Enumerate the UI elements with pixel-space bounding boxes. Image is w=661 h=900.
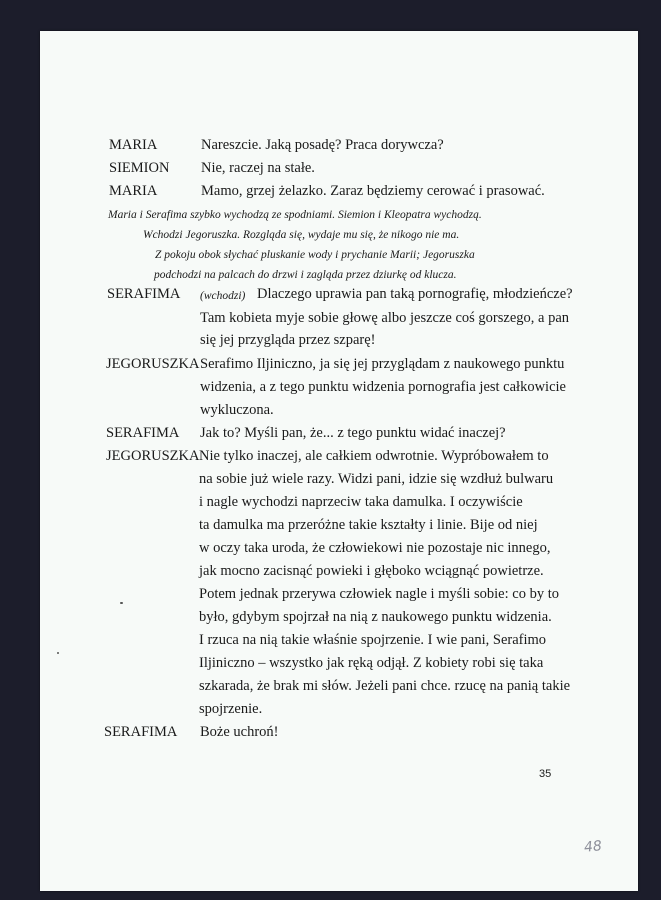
stage-direction-line: Z pokoju obok słychać pluskanie wody i prychanie Marii; Jegoruszka xyxy=(155,249,475,261)
dialogue-line: Boże uchroń! xyxy=(200,724,279,740)
dialogue-line: Nie tylko inaczej, ale całkiem odwrotnie. Wypróbowałem to xyxy=(199,448,549,464)
dialogue-line: Mamo, grzej żelazko. Zaraz będziemy cerować i prasować. xyxy=(201,183,545,199)
dialogue-line: ta damulka ma przeróżne takie kształty i linie. Bije od niej xyxy=(199,517,538,533)
dialogue-line: Nareszcie. Jaką posadę? Praca dorywcza? xyxy=(201,137,444,153)
speaker-name: MARIA xyxy=(109,137,158,153)
dialogue-line: było, gdybym spojrzał na nią z naukowego punktu widzenia. xyxy=(199,609,552,625)
speaker-name: MARIA xyxy=(109,183,158,199)
speaker-name: SERAFIMA xyxy=(104,724,178,740)
handwritten-number: 48 xyxy=(583,838,603,856)
dialogue-line: szkarada, że brak mi słów. Jeżeli pani chce. rzucę na panią takie xyxy=(199,678,571,694)
dialogue-line: Tam kobieta myje sobie głowę albo jeszcze coś gorszego, a pan xyxy=(200,310,570,326)
stage-direction-line: Maria i Serafima szybko wychodzą ze spodniami. Siemion i Kleopatra wychodzą. xyxy=(108,209,482,221)
speaker-name: SERAFIMA xyxy=(106,425,180,441)
document-page xyxy=(40,31,638,891)
dialogue-line: Jak to? Myśli pan, że... z tego punktu widać inaczej? xyxy=(200,425,506,441)
dialogue-line: jak mocno zacisnąć powieki i głęboko wciągnąć powietrze. xyxy=(199,563,544,579)
stage-direction-line: Wchodzi Jegoruszka. Rozgląda się, wydaje mu się, że nikogo nie ma. xyxy=(143,229,460,241)
dialogue-line: wykluczona. xyxy=(200,402,274,418)
speaker-name: SIEMION xyxy=(109,160,170,176)
dialogue-line: Dlaczego uprawia pan taką pornografię, młodzieńcze? xyxy=(257,286,573,302)
dialogue-line: Potem jednak przerywa człowiek nagle i myśli sobie: co by to xyxy=(199,586,559,602)
speaker-name: JEGORUSZKA xyxy=(106,448,200,464)
dialogue-line: Iljiniczno – wszystko jak ręką odjął. Z kobiety robi się taka xyxy=(199,655,544,671)
stage-direction-line: podchodzi na palcach do drzwi i zagląda przez dziurkę od klucza. xyxy=(154,269,457,281)
stage-direction-inline: (wchodzi) xyxy=(200,290,246,302)
dialogue-line: się jej przygląda przez szparę! xyxy=(200,332,376,348)
dialogue-line: i nagle wychodzi naprzeciw taka damulka. I oczywiście xyxy=(199,494,523,510)
dialogue-line: na sobie już wiele razy. Widzi pani, idzie się wzdłuż bulwaru xyxy=(199,471,554,487)
dialogue-line: spojrzenie. xyxy=(199,701,263,717)
speaker-name: SERAFIMA xyxy=(107,286,181,302)
dialogue-line: I rzuca na nią takie właśnie spojrzenie. I wie pani, Serafimo xyxy=(199,632,547,648)
scan-mark xyxy=(57,652,59,654)
page-number: 35 xyxy=(539,768,552,780)
scan-mark xyxy=(120,602,123,604)
dialogue-line: w oczy taka uroda, że człowiekowi nie pozostaje nic innego, xyxy=(199,540,551,556)
speaker-name: JEGORUSZKA xyxy=(106,356,200,372)
dialogue-line: Nie, raczej na stałe. xyxy=(201,160,315,176)
dialogue-line: Serafimo Iljiniczno, ja się jej przyglądam z naukowego punktu xyxy=(200,356,565,372)
dialogue-line: widzenia, a z tego punktu widzenia pornografia jest całkowicie xyxy=(200,379,566,395)
